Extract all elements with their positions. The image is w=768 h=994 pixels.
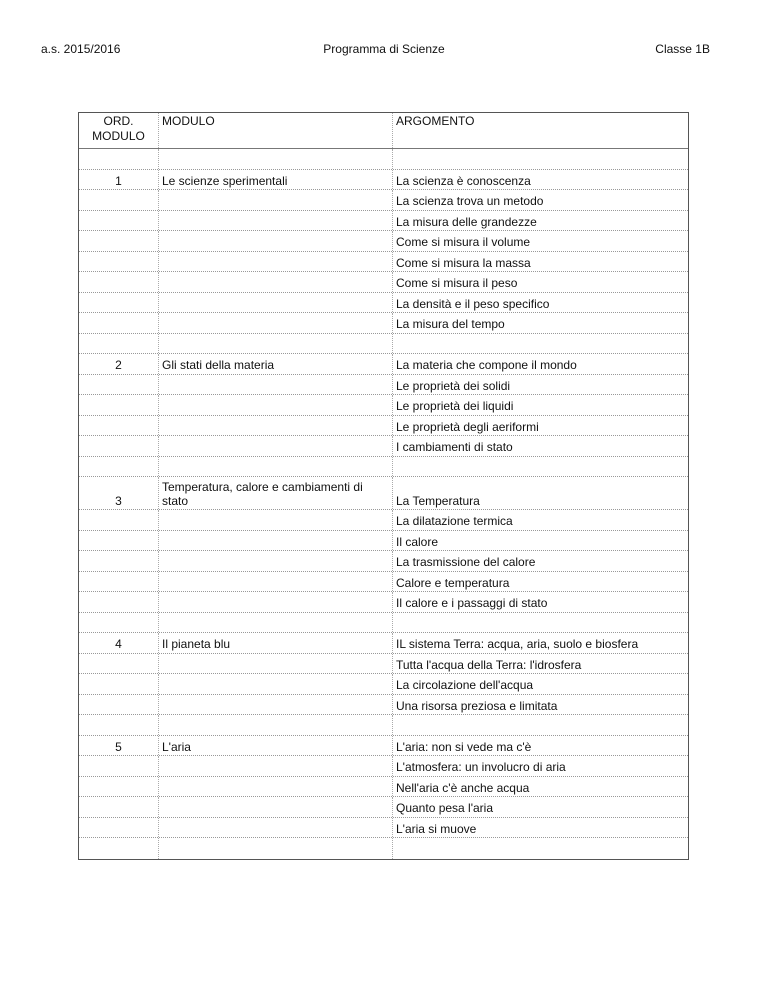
table-row xyxy=(79,572,688,593)
table-row xyxy=(79,457,688,478)
module-number-cell xyxy=(79,510,159,530)
topic-cell: Nell'aria c'è anche acqua xyxy=(396,780,530,795)
module-name-cell xyxy=(159,211,393,231)
module-number-cell: 1 xyxy=(79,170,159,190)
module-number-cell xyxy=(79,531,159,551)
table-row xyxy=(79,736,688,757)
module-number-cell xyxy=(79,756,159,776)
module-number-cell xyxy=(79,797,159,817)
module-name-cell xyxy=(159,531,393,551)
module-number-cell xyxy=(79,375,159,395)
table-row xyxy=(79,211,688,232)
topic-cell: La misura del tempo xyxy=(396,317,505,331)
table-row xyxy=(79,633,688,654)
topic-cell: Quanto pesa l'aria xyxy=(396,801,494,815)
module-name-cell xyxy=(159,777,393,797)
table-row xyxy=(79,674,688,695)
topic-cell: La materia che compone il mondo xyxy=(396,358,577,372)
module-number-cell xyxy=(79,572,159,592)
table-row xyxy=(79,654,688,675)
topic-cell: La Temperatura xyxy=(396,494,480,508)
table-row xyxy=(79,354,688,375)
module-number-cell: 5 xyxy=(79,736,159,756)
topic-cell: La scienza è conoscenza xyxy=(396,173,531,188)
module-name-cell xyxy=(159,149,393,169)
table-row xyxy=(79,756,688,777)
program-table xyxy=(78,112,689,860)
topic-cell: L'atmosfera: un involucro di aria xyxy=(396,760,566,774)
table-row xyxy=(79,313,688,334)
table-row xyxy=(79,592,688,613)
school-year: a.s. 2015/2016 xyxy=(41,42,121,56)
topic-cell: L'aria si muove xyxy=(396,821,477,836)
module-name-cell xyxy=(159,797,393,817)
table-row xyxy=(79,510,688,531)
table-row xyxy=(79,190,688,211)
table-row xyxy=(79,395,688,416)
topic-cell: IL sistema Terra: acqua, aria, suolo e biosfera xyxy=(396,637,639,651)
topic-cell: Le proprietà dei liquidi xyxy=(396,399,514,413)
topic-cell: La dilatazione termica xyxy=(396,514,513,528)
module-number-cell: 4 xyxy=(79,633,159,653)
topic-cell: La scienza trova un metodo xyxy=(396,194,544,208)
module-number-cell: 3 xyxy=(79,477,159,509)
table-row xyxy=(79,551,688,572)
module-number-cell xyxy=(79,715,159,735)
table-body xyxy=(79,149,688,859)
module-name-cell: Gli stati della materia xyxy=(159,354,393,374)
topic-cell: La misura delle grandezze xyxy=(396,214,537,229)
module-name-cell xyxy=(159,551,393,571)
topic-cell: Il calore xyxy=(396,534,439,549)
table-row xyxy=(79,838,688,859)
topic-cell xyxy=(393,613,688,633)
module-name-cell xyxy=(159,457,393,477)
module-name-cell xyxy=(159,313,393,333)
table-row xyxy=(79,715,688,736)
topic-cell: Il calore e i passaggi di stato xyxy=(396,596,548,610)
topic-cell xyxy=(393,334,688,354)
table-row xyxy=(79,777,688,798)
module-name-cell xyxy=(159,416,393,436)
table-row xyxy=(79,334,688,355)
table-row xyxy=(79,818,688,839)
module-name-cell xyxy=(159,510,393,530)
module-number-cell xyxy=(79,334,159,354)
module-number-cell: 2 xyxy=(79,354,159,374)
table-row xyxy=(79,293,688,314)
topic-cell: L'aria: non si vede ma c'è xyxy=(396,739,532,754)
module-name-cell xyxy=(159,838,393,859)
module-number-cell xyxy=(79,695,159,715)
module-name-cell xyxy=(159,272,393,292)
module-number-cell xyxy=(79,613,159,633)
module-name-cell xyxy=(159,654,393,674)
module-number-cell xyxy=(79,149,159,169)
table-row xyxy=(79,416,688,437)
topic-cell: Come si misura il volume xyxy=(396,235,531,249)
module-number-cell xyxy=(79,252,159,272)
topic-cell: Tutta l'acqua della Terra: l'idrosfera xyxy=(396,657,582,672)
topic-cell: Come si misura la massa xyxy=(396,255,531,270)
document-title: Programma di Scienze xyxy=(323,42,445,56)
column-header-argomento: ARGOMENTO xyxy=(396,114,475,128)
module-number-cell xyxy=(79,231,159,251)
table-row xyxy=(79,375,688,396)
module-name-cell xyxy=(159,436,393,456)
table-row xyxy=(79,797,688,818)
table-row xyxy=(79,272,688,293)
module-name-cell xyxy=(159,293,393,313)
table-header-row xyxy=(79,113,688,149)
table-row xyxy=(79,252,688,273)
column-header-ord-modulo: ORD. MODULO xyxy=(79,113,159,148)
table-row xyxy=(79,149,688,170)
table-row xyxy=(79,531,688,552)
module-name-cell xyxy=(159,818,393,838)
topic-cell xyxy=(393,457,688,477)
topic-cell: La trasmissione del calore xyxy=(396,555,536,569)
module-number-cell xyxy=(79,777,159,797)
table-row xyxy=(79,477,688,510)
module-name-cell: Il pianeta blu xyxy=(159,633,393,653)
module-number-cell xyxy=(79,838,159,859)
topic-cell xyxy=(393,715,688,735)
module-name-cell xyxy=(159,375,393,395)
module-number-cell xyxy=(79,293,159,313)
module-name-cell xyxy=(159,334,393,354)
topic-cell: La circolazione dell'acqua xyxy=(396,678,534,692)
table-row xyxy=(79,231,688,252)
module-name-cell xyxy=(159,252,393,272)
module-name-cell xyxy=(159,572,393,592)
module-name-cell xyxy=(159,756,393,776)
topic-cell xyxy=(393,149,688,169)
module-name-cell xyxy=(159,395,393,415)
topic-cell: Come si misura il peso xyxy=(396,276,518,290)
module-number-cell xyxy=(79,674,159,694)
module-name-cell: Le scienze sperimentali xyxy=(159,170,393,190)
module-name-cell xyxy=(159,695,393,715)
topic-cell xyxy=(393,838,688,859)
module-number-cell xyxy=(79,211,159,231)
module-number-cell xyxy=(79,654,159,674)
module-name-cell xyxy=(159,592,393,612)
module-name-cell xyxy=(159,613,393,633)
module-name-cell xyxy=(159,715,393,735)
class-label: Classe 1B xyxy=(655,42,710,56)
module-number-cell xyxy=(79,395,159,415)
table-row xyxy=(79,436,688,457)
module-number-cell xyxy=(79,592,159,612)
module-name-cell: L'aria xyxy=(159,736,393,756)
module-number-cell xyxy=(79,313,159,333)
module-number-cell xyxy=(79,416,159,436)
module-number-cell xyxy=(79,457,159,477)
topic-cell: Le proprietà dei solidi xyxy=(396,378,511,393)
module-name-cell xyxy=(159,190,393,210)
module-name-cell xyxy=(159,674,393,694)
topic-cell: Una risorsa preziosa e limitata xyxy=(396,698,558,713)
module-number-cell xyxy=(79,190,159,210)
module-name-cell: Temperatura, calore e cambiamenti di stato xyxy=(159,477,393,509)
module-number-cell xyxy=(79,818,159,838)
module-name-cell xyxy=(159,231,393,251)
topic-cell: I cambiamenti di stato xyxy=(396,440,513,454)
topic-cell: Calore e temperatura xyxy=(396,575,510,590)
table-row xyxy=(79,170,688,191)
module-number-cell xyxy=(79,436,159,456)
table-row xyxy=(79,613,688,634)
module-number-cell xyxy=(79,272,159,292)
module-number-cell xyxy=(79,551,159,571)
topic-cell: Le proprietà degli aeriformi xyxy=(396,419,539,434)
table-row xyxy=(79,695,688,716)
column-header-modulo: MODULO xyxy=(159,113,393,148)
topic-cell: La densità e il peso specifico xyxy=(396,296,550,311)
